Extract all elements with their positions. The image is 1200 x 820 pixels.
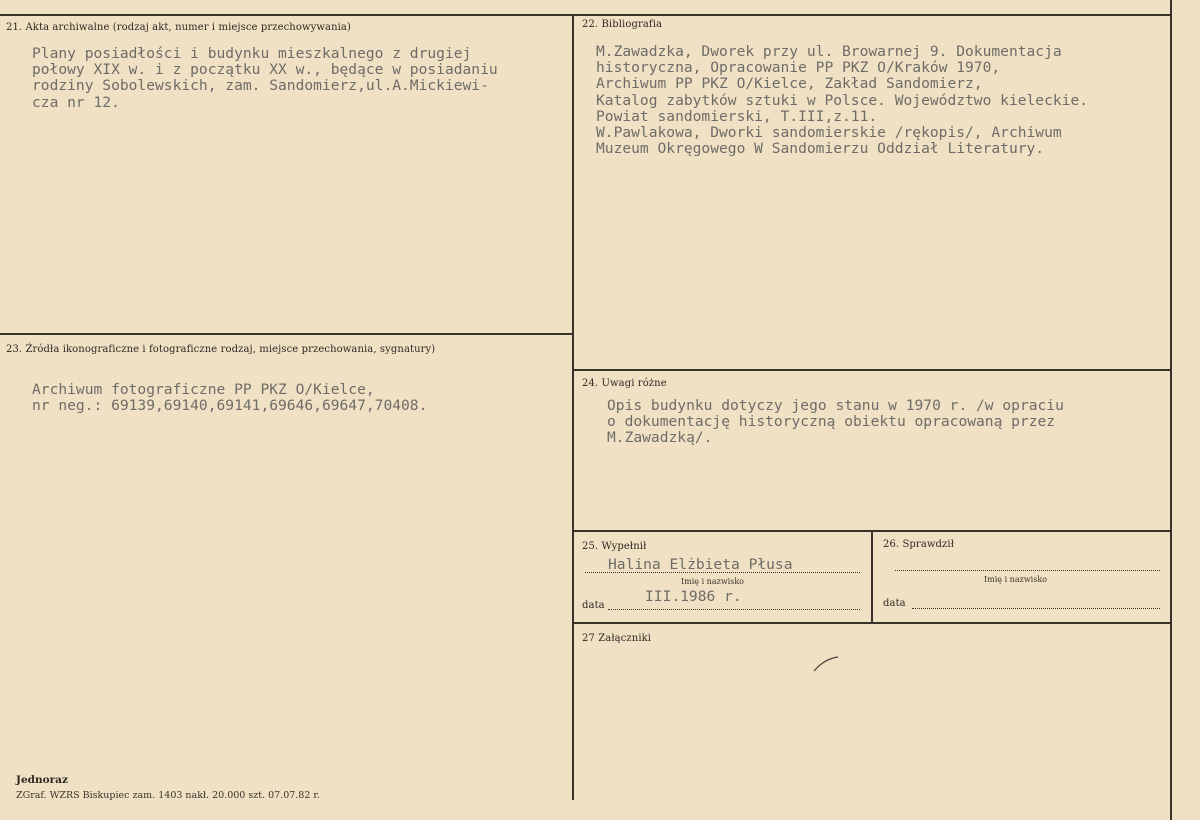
field-24-text: Opis budynku dotyczy jego stanu w 1970 r. /w opraciu o dokumentację historyczną obiektu opracowaną przez M.Zawadzką/.	[607, 397, 1064, 447]
top-border	[0, 14, 1172, 16]
pen-mark	[812, 655, 842, 675]
rule-24-25	[574, 530, 1172, 532]
filled-by-date: III.1986 r.	[645, 588, 742, 605]
rule-22-24	[574, 369, 1172, 371]
filled-by-date-label: data	[582, 600, 605, 611]
checked-by-date-line	[912, 608, 1160, 609]
footer-print-info: ZGraf. WZRS Biskupiec zam. 1403 nakł. 20.000 szt. 07.07.82 r.	[16, 790, 320, 801]
field-21-text: Plany posiadłości i budynku mieszkalnego z drugiej połowy XIX w. i z początku XX w., będące w posiadaniu rodziny Sobolewskich, zam. Sandomierz,ul.A.Mickiewi- cza nr 12.	[32, 45, 498, 111]
field-23-text: Archiwum fotograficzne PP PKZ O/Kielce, nr neg.: 69139,69140,69141,69646,69647,70408.	[32, 381, 428, 415]
filled-by-name: Halina Elżbieta Płusa	[608, 556, 793, 573]
field-24-label: 24. Uwagi różne	[582, 378, 667, 389]
filled-by-date-line	[608, 609, 860, 610]
checked-by-name-caption: Imię i nazwisko	[984, 575, 1047, 584]
checked-by-name-line	[895, 570, 1160, 571]
checked-by-date-label: data	[883, 598, 906, 609]
field-26-label: 26. Sprawdził	[883, 539, 955, 550]
field-25-label: 25. Wypełnił	[582, 541, 647, 552]
field-21-label: 21. Akta archiwalne (rodzaj akt, numer i miejsce przechowywania)	[6, 22, 351, 33]
field-23-label: 23. Źródła ikonograficzne i fotograficzne rodzaj, miejsce przechowania, sygnatury)	[6, 344, 436, 355]
field-27-label: 27 Załączniki	[582, 633, 652, 644]
field-22-label: 22. Bibliografia	[582, 19, 663, 30]
filled-by-name-line	[585, 572, 860, 573]
footer-title: Jednoraz	[16, 774, 68, 786]
center-divider	[572, 14, 574, 800]
rule-25-27	[574, 622, 1172, 624]
divider-25-26	[871, 530, 873, 623]
rule-21-23	[0, 333, 574, 335]
filled-by-name-caption: Imię i nazwisko	[681, 577, 744, 586]
field-22-text: M.Zawadzka, Dworek przy ul. Browarnej 9. Dokumentacja historyczna, Opracowanie PP PKZ O/Kraków 1970, Archiwum PP PKZ O/Kielce, Zakład Sandomierz, Katalog zabytków sztuki w Polsce. Województwo kieleckie. Powiat sandomierski, T.III,z.11. W.Pawlakowa, Dworki sandomierskie /rękopis/, Archiwum Muzeum Okręgowego W Sandomierzu Oddział Literatury.	[596, 43, 1089, 158]
right-border	[1170, 0, 1172, 820]
